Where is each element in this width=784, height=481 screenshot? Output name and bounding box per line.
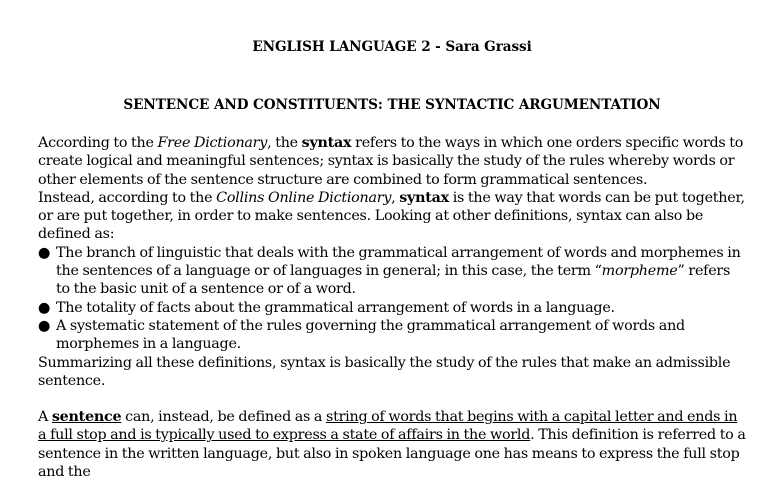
- para2-text-1: Instead, according to the: [38, 189, 217, 206]
- para1-text-2: , the: [267, 135, 302, 151]
- paragraph-sentence-definition: [38, 408, 746, 481]
- para2-text-2: ,: [391, 189, 400, 206]
- bullet-icon: ●: [38, 317, 51, 334]
- para1-text-3: refers to the ways in which one orders specific words to create logical and meaningful sentences; syntax is basically the study of the rules whereby words or other elements of the sentence structure are combined to form grammatical sentences.: [38, 135, 744, 188]
- document-subtitle: SENTENCE AND CONSTITUENTS: THE SYNTACTIC ARGUMENTATION: [123, 97, 661, 113]
- bullet-icon: ●: [38, 244, 51, 261]
- list-item: [38, 244, 746, 299]
- list-item: [38, 299, 746, 317]
- para2-text-3: is the way that words can be put together, or are put together, in order to make sentences. Looking at other definitions, syntax can also be defined as:: [38, 189, 745, 243]
- collins-dictionary-source: Collins Online Dictionary: [216, 189, 392, 206]
- sentence-term: sentence: [51, 409, 122, 426]
- syntax-term-2: syntax: [399, 189, 449, 206]
- syntax-term: syntax: [301, 135, 352, 151]
- paragraph-free-dictionary: [38, 134, 746, 189]
- sentence-definition: string of words that begins with a capital letter and ends in a full stop and is typically used to express a state of affairs in the world: [38, 409, 738, 444]
- list-item: [38, 317, 746, 354]
- para4-text-1: A: [38, 409, 52, 426]
- paragraph-summary: Summarizing all these definitions, syntax is basically the study of the rules that make an admissible sentence.: [38, 354, 731, 389]
- list-item-3-text: A systematic statement of the rules governing the grammatical arrangement of words and morphemes in a language.: [56, 317, 685, 353]
- morpheme-term: morpheme: [601, 263, 678, 280]
- free-dictionary-source: Free Dictionary: [157, 135, 268, 151]
- para4-text-3: . This definition is referred to a sentence in the written language, but also in spoken language one has means to express the full stop and the: [38, 427, 746, 481]
- list-item-1-text-a: The branch of linguistic that deals with the grammatical arrangement of words and morphemes in the sentences of a language or of languages in general; in this case, the term “: [56, 244, 741, 280]
- para4-text-2: can, instead, be defined as a: [121, 409, 326, 426]
- list-item-1-text-b: ” refers to the basic unit of a sentence or of a word.: [56, 263, 731, 298]
- document-page: [38, 38, 746, 481]
- bullet-icon: ●: [38, 299, 51, 316]
- paragraph-gap: [38, 390, 746, 408]
- list-item-2-text: The totality of facts about the grammatical arrangement of words in a language.: [56, 299, 615, 316]
- definitions-list: [38, 244, 746, 354]
- para1-text-1: According to the: [38, 135, 158, 151]
- paragraph-collins-dictionary: [38, 189, 746, 244]
- document-title: ENGLISH LANGUAGE 2 - Sara Grassi: [252, 39, 532, 55]
